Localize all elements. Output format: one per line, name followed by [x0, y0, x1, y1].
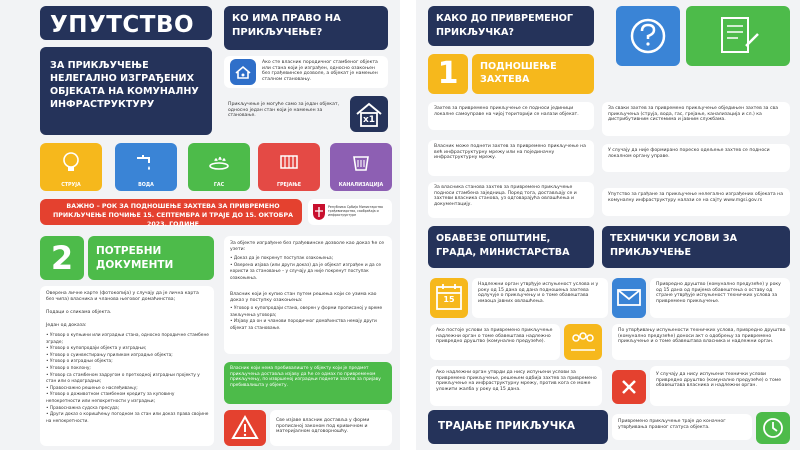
- tech-row-3: [650, 366, 790, 406]
- calendar-number: 15: [443, 295, 455, 304]
- list-item: • Оверена изјава (или други доказ) да је објекат изграђен и да се користи за становање – у случају да није покренут поступак озакоњења.: [230, 263, 386, 283]
- page-title: УПУТСТВО: [50, 12, 195, 38]
- step-2-number: 2: [50, 239, 74, 277]
- list-item: • Доказ да је покренут поступак озакоњења;: [230, 256, 386, 263]
- mail-icon: [612, 278, 646, 318]
- step-1-row-3-right: [602, 188, 790, 216]
- list-item: • Уговор о суинвестирању приликом изградње објекта;: [46, 353, 210, 360]
- list-item: • Уговор о изградњи објекта;: [46, 359, 210, 366]
- row-text: Ако надлежни орган утврди да нису испуњени услови за привремено прикључење, решењем одбија захтев за привремено прикључење на инфраструктурну мрежу, против кога се може уложити жалба у року од 15 дана.: [436, 370, 597, 392]
- water-tap-icon: [133, 149, 159, 175]
- step-1-number: 1: [437, 56, 459, 91]
- house-key-icon: [230, 59, 256, 85]
- ministry-name: Република Србија Министарство грађевинарства, саобраћаја и инфраструктуре: [328, 205, 383, 218]
- right-col-text-2: Власник који је купио стан путем решења који се узима као доказ у поступку озакоњења:: [230, 292, 377, 303]
- list-item: • Уговор о доживотном стамбеном кредиту за куповину непокретности или непокретности у изградњи;: [46, 392, 210, 405]
- duration-card: [612, 414, 752, 440]
- document-sign-icon: [686, 6, 790, 66]
- question-icon: [616, 6, 680, 66]
- single-house-icon: [350, 96, 388, 132]
- warning-text: Све изјаве власник доставља у форми прописаној законом под кривичном и материјалном одговорношћу.: [276, 418, 370, 435]
- tech-row-2: [612, 324, 790, 360]
- list-item: • Уговор о поклону;: [46, 366, 210, 373]
- ministry-logo: [308, 199, 392, 225]
- close-icon: [612, 370, 646, 404]
- illegal-objects-card: [224, 236, 392, 354]
- row-text: Упутство за грађане за прикључење нелегално изграђених објеката на комуналну инфраструктуру налази се на сајту www.mgsi.gov.rs: [608, 192, 784, 203]
- gas-burner-icon: [206, 149, 232, 175]
- utility-label-electricity: СТРУЈА: [61, 183, 81, 188]
- duration-title-box: [428, 410, 608, 444]
- deadline-text: ВАЖНО – РОК ЗА ПОДНОШЕЊЕ ЗАХТЕВА ЗА ПРИВРЕМЕНО ПРИКЉУЧЕЊЕ ПОЧИЊЕ 15. СЕПТЕМБРА И ТРАЈЕ ДО 15. ОКТОБРА 2023. ГОДИНЕ: [53, 203, 293, 228]
- radiator-icon: [276, 149, 302, 175]
- right-col-text-1: За објекте изграђене без грађевинске дозволе као доказ ће се узети:: [230, 241, 385, 252]
- utility-label-gas: ГАС: [213, 183, 225, 188]
- utility-tile-gas: [188, 143, 250, 191]
- who-card: [224, 56, 388, 88]
- row-text: У случају да нису испуњени технички услови привредно друштво (комунално предузеће) о томе обавештава власника и надлежни орган.: [656, 372, 782, 389]
- utility-tile-electricity: [40, 143, 102, 191]
- right-col-list-2: [230, 306, 386, 332]
- row-text: Власник може поднети захтев за привремено прикључење на већ инфраструктурну мрежу или на појединачну инфраструктурну мрежу.: [434, 144, 586, 161]
- serbia-coat-of-arms-icon: [312, 203, 326, 221]
- step-2-title: ПОТРЕБНИ ДОКУМЕНТИ: [96, 245, 174, 271]
- step-1-title: ПОДНОШЕЊЕ ЗАХТЕВА: [480, 61, 557, 85]
- row-text: Ако постоје услови за привремено прикључење надлежни орган о томе обавештава надлежно привредно друштво (комунално предузеће).: [436, 328, 553, 345]
- utility-tile-heating: [258, 143, 320, 191]
- list-item: • Правоснажна судска пресуда;: [46, 406, 210, 413]
- sewer-icon: [348, 149, 374, 175]
- row-text: За сваки захтев за привремено прикључење обједињен захтев за сва прикључења (струја, вода, гас, грејање, канализација и сл.) ка дистрибутивним системима и јавним службама.: [608, 106, 779, 123]
- duties-title: ОБАВЕЗЕ ОПШТИНЕ, ГРАДА, МИНИСТАРСТВА: [436, 233, 570, 258]
- warning-card: [270, 410, 392, 446]
- tech-row-1: [650, 278, 790, 318]
- duties-row-1: [472, 278, 608, 318]
- clock-icon: [756, 412, 790, 444]
- row-text: Привредно друштво (комунално предузеће) у року од 15 дана од пријема обавештења о оставу од стране утврђује испуњеност техничких услова за привремено прикључење.: [656, 282, 781, 304]
- docs-list: [46, 333, 210, 425]
- documents-card: [40, 286, 214, 446]
- list-item: • Уговор о купопродаји стана, оверен у форми прописаној у време закључења уговора;: [230, 306, 386, 319]
- step-1-row-1-right: [602, 102, 790, 136]
- title-box: [40, 6, 212, 40]
- duration-title: ТРАЈАЊЕ ПРИКЉУЧКА: [438, 420, 575, 432]
- utility-label-heating: ГРЕЈАЊЕ: [276, 183, 302, 188]
- list-item: • Изјаву да он и чланови породичног домаћинства немају други објекат за становање.: [230, 319, 386, 332]
- row-text: Захтев за привремено прикључење се подноси јединици локалне самоуправе на чијој територији се налази објекат.: [434, 106, 579, 117]
- residence-note: [224, 362, 392, 404]
- who-text-2: Прикључење је могуће само за један објекат, односно један стан који је намењен за становање.: [228, 102, 340, 119]
- tech-title: ТЕХНИЧКИ УСЛОВИ ЗА ПРИКЉУЧЕЊЕ: [610, 233, 738, 258]
- lightbulb-icon: [58, 149, 84, 175]
- utility-tile-water: [115, 143, 177, 191]
- step-2-badge: [40, 236, 84, 280]
- list-item: • Правоснажно решење о наслеђивању;: [46, 386, 210, 393]
- house-badge: x1: [363, 115, 376, 125]
- duties-row-2: [430, 324, 560, 360]
- step-1-row-1-left: [428, 102, 594, 130]
- how-title: КАКО ДО ПРИВРЕМЕНОГ ПРИКЉУЧКА?: [436, 13, 574, 38]
- row-text: У случају да није формирано пореско одељење захтев се подноси локалном органу управе.: [608, 148, 770, 159]
- duties-title-box: [428, 226, 594, 268]
- step-1-row-2-right: [602, 144, 790, 172]
- subtitle-box: [40, 47, 212, 135]
- utility-tile-sewer: [330, 143, 392, 191]
- step-1-row-3-left: [428, 182, 594, 218]
- row-text: Надлежни орган утврђује испуњеност услова и у року од 15 дана од дана подношења захтева одлучује о прикључењу и о томе обавештава имаоца јавних овлашћења.: [478, 282, 599, 304]
- duties-row-3: [430, 366, 602, 406]
- list-item: • Уговор о купопродаји објекта у изградњи;: [46, 346, 210, 353]
- row-text: По утврђивању испуњености техничких услова, привредно друштво (комунално предузеће) доноси акт о одобрењу за привремено прикључење и о томе обавештава власника и надлежни орган.: [618, 328, 786, 345]
- list-item: • Уговор о купњини или изградњи стана, односно породичне стамбене зграде;: [46, 333, 210, 346]
- who-text: Ако сте власник породичног стамбеног објекта или стана који је изграђен, односно озакоњен без грађевинске дозволе, а објекат је намењен сталном становању.: [262, 60, 378, 82]
- utility-label-water: ВОДА: [138, 183, 154, 188]
- meeting-icon: [564, 324, 602, 360]
- docs-intro-2: Подаци о сликама објекта.: [46, 310, 112, 315]
- step-1-title-box: [472, 54, 594, 94]
- who-title-box: [224, 6, 388, 50]
- who-title: КО ИМА ПРАВО НА ПРИКЉУЧЕЊЕ?: [232, 13, 341, 38]
- right-col-list-1: [230, 256, 386, 282]
- docs-intro: Оверена личне карте (фотокопија) у случају да је лична карта без чипа) власника и чланова његовог домаћинства;: [46, 291, 199, 302]
- deadline-banner: [40, 199, 302, 228]
- list-item: • Други доказ о коришћењу погодном за стан или доказ права својине на непокретности.: [46, 412, 210, 425]
- row-text: За власника станова захтев за привремено прикључење подноси стамбена заједница. Поред тога, достављају се и захтеви власника станова, уз одговарајућа овлашћења и документацију.: [434, 185, 577, 207]
- step-1-row-2-left: [428, 140, 594, 176]
- green-note: Власник који нема пребивалиште у објекту који је предмет прикључења доставља изјаву да ће се одмах по привременом прикључењу, по извршеној изградњи поднети захтев за пријаву пребивалишта у објекту.: [230, 366, 381, 388]
- step-1-badge: [428, 54, 468, 94]
- calendar-icon: [430, 278, 468, 318]
- tech-title-box: [602, 226, 790, 268]
- docs-list-title: Један од доказа:: [46, 323, 87, 328]
- right-page: [416, 0, 800, 450]
- duration-text: Привремено прикључење траје до коначног утврђивања правног статуса објекта.: [618, 419, 726, 430]
- left-page: [0, 0, 400, 450]
- step-2-title-box: [88, 236, 214, 280]
- utility-label-sewer: КАНАЛИЗАЦИЈА: [338, 183, 384, 188]
- how-title-box: [428, 6, 594, 46]
- warning-icon: [224, 410, 266, 446]
- list-item: • Уговор са стамбеном задругом о претходној изградњи пројекту у стан или о надоградњи;: [46, 373, 210, 386]
- page-subtitle: ЗА ПРИКЉУЧЕЊЕ НЕЛЕГАЛНО ИЗГРАЂЕНИХ ОБЈЕКАТА НА КОМУНАЛНУ ИНФРАСТРУКТУРУ: [50, 60, 199, 110]
